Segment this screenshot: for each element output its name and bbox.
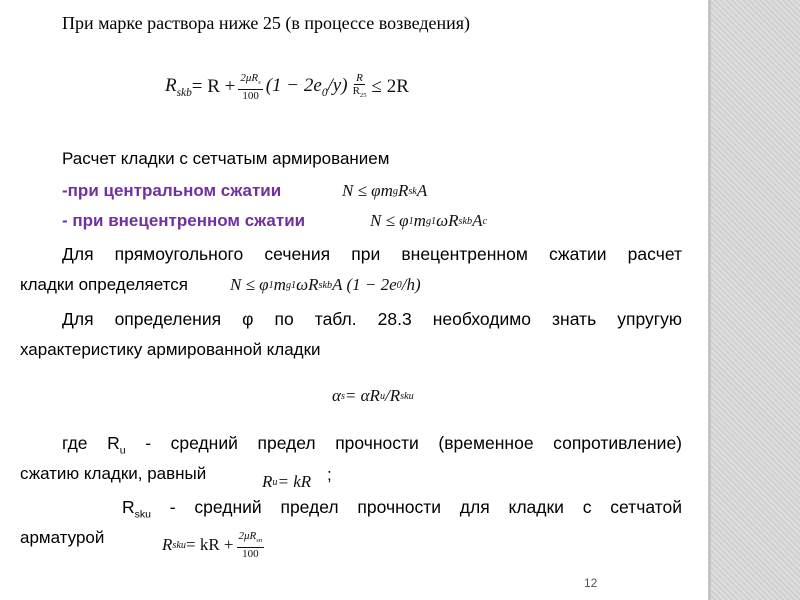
formula-rskb [165,72,409,102]
formula-ru: R u = kR [262,472,312,491]
formula-rskb-paren: $(1 - 2e_0/y)$ [265,75,348,99]
heading-line: При марке раствора ниже 25 (в процессе возведения) [62,13,471,33]
formula-rectangular: N ≤ φ 1 m g1 ωR skb A (1 − 2e 0 /h) [230,275,421,294]
paragraph-rectangular-line2: кладки определяется [20,275,188,294]
mesh-heading: Расчет кладки с сетчатым армированием [62,149,390,168]
central-compression-label: -при центральном сжатии [62,181,282,200]
formula-rskb-fraction1: $\frac{2\mu R_s}{100}$ [240,72,261,103]
formula-rsku-fraction: $\frac{2\mu R_{sn}}{100}$ [238,530,263,561]
formula-rskb-lhs: $R_{skb}$ [165,75,192,99]
decorative-sidebar [711,0,800,600]
semicolon: ; [327,465,332,484]
formula-rskb-tail: ≤ 2R [371,76,409,98]
formula-alpha: α s = αR u /R sku [332,386,414,405]
formula-eccentric: N ≤ φ 1 m g1 ωR skb A c [370,211,488,230]
paragraph-rsku-line1: $R_{sku}$ - средний предел прочности для кладки с сетчатой [122,497,682,521]
formula-rsku: R sku = kR + $\frac{2\mu R_{sn}}{100}$ [162,530,263,561]
page-number: 12 [584,576,598,590]
paragraph-ru-line1: где $R_u$ - средний предел прочности (временное сопротивление) [62,433,683,457]
paragraph-phi-line1: Для определения φ по табл. 28.3 необходимо знать упругую [62,309,682,329]
formula-rskb-fraction2: $\frac{R}{R_{25}}$ [352,72,367,100]
paragraph-ru-line2: сжатию кладки, равный [20,464,207,483]
formula-central: N ≤ φm g R sk A [342,181,428,200]
paragraph-phi-line2: характеристику армированной кладки [20,340,321,359]
eccentric-compression-label: - при внецентренном сжатии [62,211,306,230]
paragraph-rectangular-line1: Для прямоугольного сечения при внецентренном сжатии расчет [62,244,682,264]
formula-rskb-eq: = R + [191,76,236,98]
paragraph-rsku-line2: арматурой [20,528,105,547]
